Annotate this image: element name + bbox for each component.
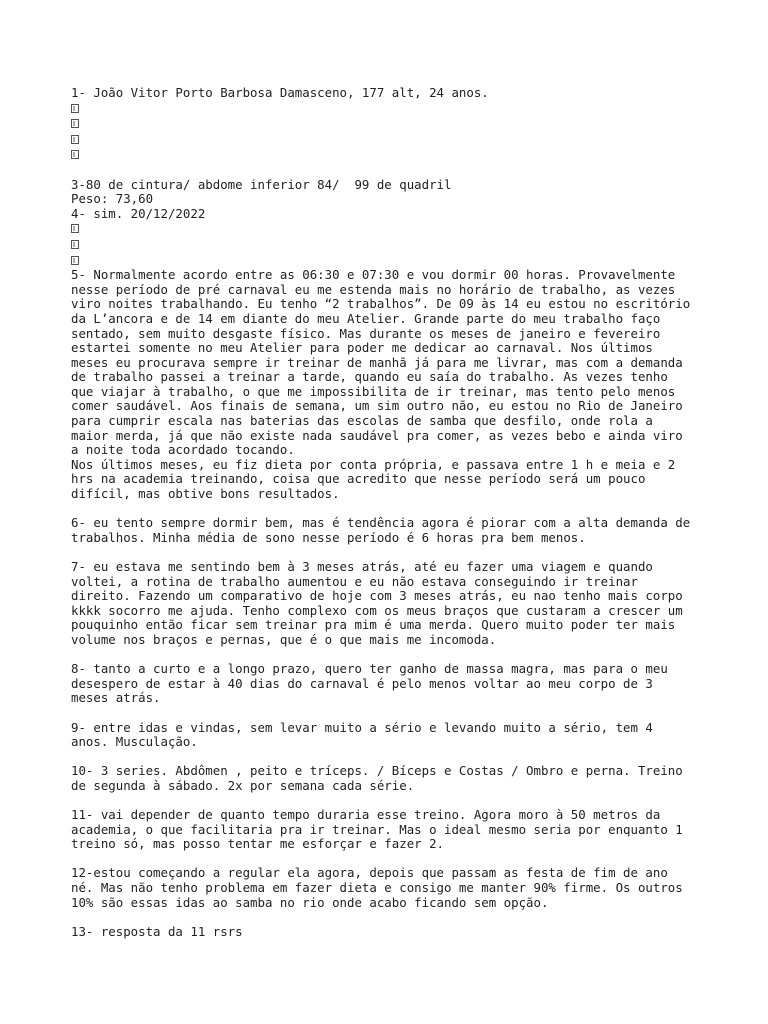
blank-line (71, 794, 711, 809)
blank-line (71, 502, 711, 517)
doc-line: meses atrás. (71, 690, 161, 706)
missing-glyph-icon (71, 119, 79, 128)
doc-line: 5- Normalmente acordo entre as 06:30 e 07:30 e vou dormir 00 horas. Provavelmente (71, 267, 676, 283)
doc-line: maior merda, já que não existe nada saudável pra comer, as vezes bebo e ainda viro (71, 427, 683, 443)
doc-line: volume nos braços e pernas, que é o que mais me incomoda. (71, 631, 497, 647)
doc-line: treino só, mas posso tentar me esforçar e fazer 2. (71, 836, 444, 852)
doc-line: meses eu procurava sempre ir treinar de manhã já para me livrar, mas com a demanda (71, 354, 683, 370)
doc-line: Nos últimos meses, eu fiz dieta por conta própria, e passava entre 1 h e meia e 2 (71, 456, 676, 472)
doc-line: 7- eu estava me sentindo bem à 3 meses atrás, até eu fazer uma viagem e quando (71, 559, 653, 574)
doc-line: 10- 3 series. Abdômen , peito e tríceps. / Bíceps e Costas / Ombro e perna. Treino (71, 763, 683, 779)
doc-line: direito. Fazendo um comparativo de hoje com 3 meses atrás, eu nao tenho mais corpo (71, 588, 683, 604)
doc-line: que viajar à trabalho, o que me impossibilita de ir treinar, mas tento pelo menos (71, 383, 676, 399)
missing-glyph-icon (71, 256, 79, 265)
missing-glyph-icon (71, 135, 79, 144)
missing-glyph-icon (71, 224, 79, 233)
doc-line: voltei, a rotina de trabalho aumentou e eu não estava conseguindo ir treinar (71, 573, 638, 589)
missing-glyph-icon (71, 104, 79, 113)
doc-line: 9- entre idas e vindas, sem levar muito a sério e levando muito a sério, tem 4 (71, 719, 653, 735)
doc-line: 13- resposta da 11 rsrs (71, 923, 243, 939)
doc-line: comer saudável. Aos finais de semana, um sim outro não, eu estou no Rio de Janeiro (71, 398, 683, 414)
blank-line (71, 852, 711, 867)
missing-glyph-icon (71, 240, 79, 249)
placeholder-glyph-line (71, 116, 711, 132)
doc-line: difícil, mas obtive bons resultados. (71, 486, 340, 502)
placeholder-glyph-line (71, 101, 711, 117)
doc-line: pouquinho então ficar sem treinar pra mim é uma merda. Quero muito poder ter mais (71, 617, 676, 633)
placeholder-glyph-line (71, 237, 711, 253)
doc-line: 1- João Vitor Porto Barbosa Damasceno, 177 alt, 24 anos. (71, 85, 489, 100)
doc-line: 3-80 de cintura/ abdome inferior 84/ 99 de quadril (71, 176, 452, 192)
doc-line: da L’ancora e de 14 em diante do meu Atelier. Grande parte do meu trabalho faço (71, 310, 661, 326)
doc-line: 4- sim. 20/12/2022 (71, 205, 206, 221)
blank-line (71, 545, 711, 560)
doc-line: 10% são essas idas ao samba no rio onde acabo ficando sem opção. (71, 894, 549, 910)
doc-line: né. Mas não tenho problema em fazer dieta e consigo me manter 90% firme. Os outros (71, 880, 683, 896)
missing-glyph-icon (71, 150, 79, 159)
doc-line: sentado, sem muito desgaste físico. Mas durante os meses de janeiro e fevereiro (71, 325, 661, 341)
doc-line: anos. Musculação. (71, 734, 198, 750)
placeholder-glyph-line (71, 221, 711, 237)
doc-line: estartei somente no meu Atelier para poder me dedicar ao carnaval. Nos últimos (71, 340, 653, 356)
blank-line (71, 750, 711, 765)
doc-line: a noite toda acordado tocando. (71, 442, 295, 458)
doc-line: 8- tanto a curto e a longo prazo, quero ter ganho de massa magra, mas para o meu (71, 661, 668, 677)
doc-line: Peso: 73,60 (71, 191, 154, 207)
doc-line: nesse período de pré carnaval eu me estenda mais no horário de trabalho, as vezes (71, 281, 676, 297)
doc-line: 12-estou começando a regular ela agora, depois que passam as festa de fim de ano (71, 865, 668, 881)
doc-line: hrs na academia treinando, coisa que acredito que nesse período será um pouco (71, 471, 646, 487)
blank-line (71, 648, 711, 663)
doc-line: de segunda à sábado. 2x por semana cada série. (71, 777, 415, 793)
blank-line (71, 706, 711, 721)
doc-line: para cumprir escala nas baterias das escolas de samba que desfilo, onde rola a (71, 413, 653, 429)
placeholder-glyph-line (71, 132, 711, 148)
document-body (71, 86, 711, 939)
doc-line: 6- eu tento sempre dormir bem, mas é tendência agora é piorar com a alta demanda de (71, 515, 691, 531)
blank-line (71, 910, 711, 925)
doc-line: trabalhos. Minha média de sono nesse período é 6 horas pra bem menos. (71, 529, 586, 545)
doc-line: desespero de estar à 40 dias do carnaval é pelo menos voltar ao meu corpo de 3 (71, 675, 653, 691)
blank-line (71, 163, 711, 178)
doc-line: viro noites trabalhando. Eu tenho “2 trabalhos”. De 09 às 14 eu estou no escritório (71, 296, 691, 312)
doc-line: kkkk socorro me ajuda. Tenho complexo com os meus braços que custaram a crescer um (71, 602, 683, 618)
placeholder-glyph-line (71, 253, 711, 269)
doc-line: 11- vai depender de quanto tempo duraria esse treino. Agora moro à 50 metros da (71, 807, 661, 823)
placeholder-glyph-line (71, 147, 711, 163)
doc-line: academia, o que facilitaria pra ir treinar. Mas o ideal mesmo seria por enquanto 1 (71, 821, 683, 837)
doc-line: de trabalho passei a treinar a tarde, quando eu saía do trabalho. As vezes tenho (71, 369, 668, 385)
